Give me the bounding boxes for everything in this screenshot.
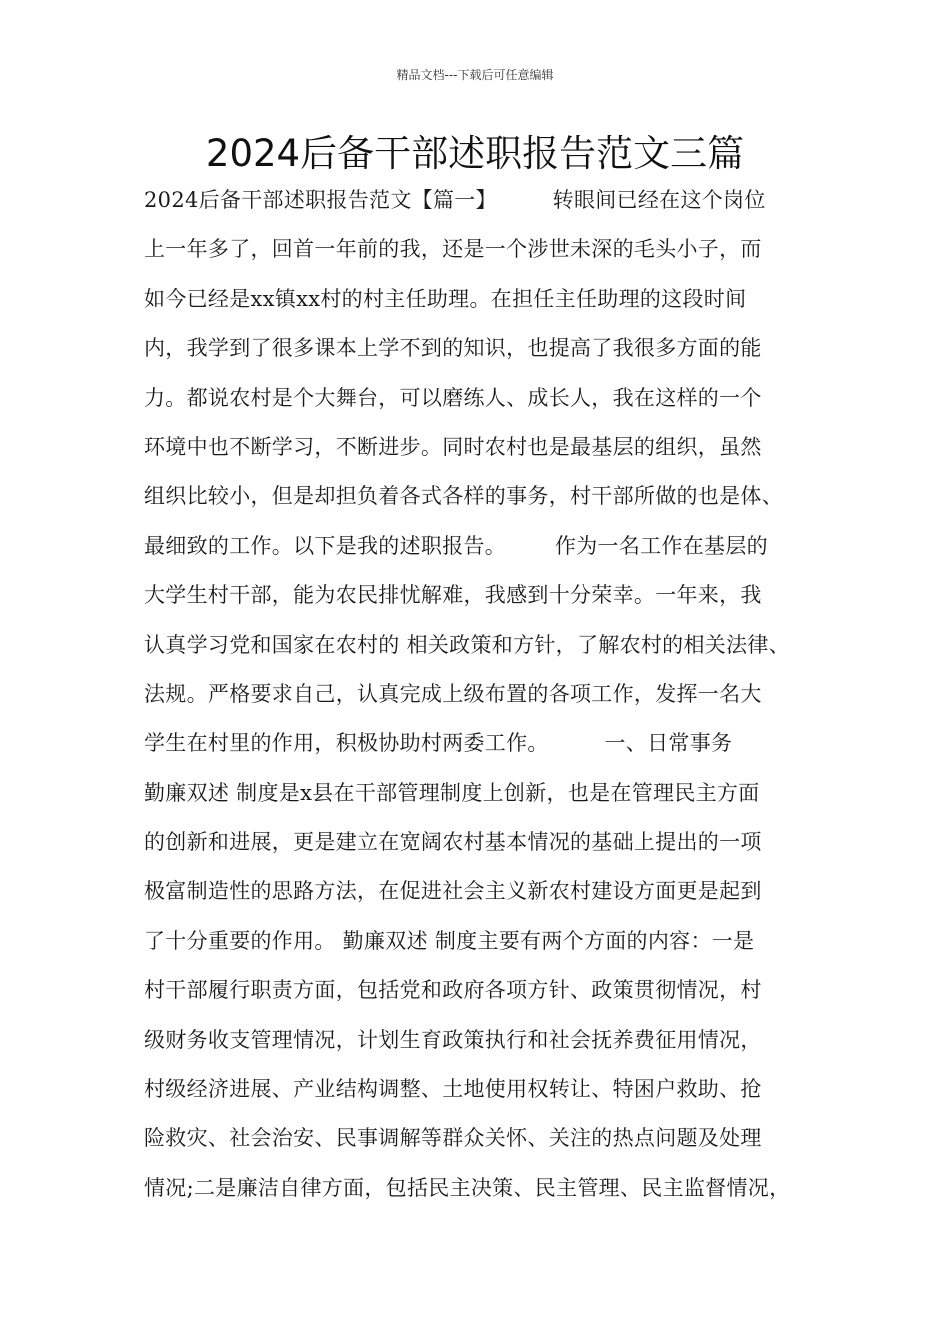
text-line: 最细致的工作。以下是我的述职报告。 作为一名工作在基层的	[144, 533, 768, 558]
text-line: 险救灾、社会治安、民事调解等群众关怀、关注的热点问题及处理	[144, 1126, 762, 1151]
text-line: 组织比较小，但是却担负着各式各样的事务，村干部所做的也是体、	[144, 484, 783, 509]
text-line: 如今已经是xx镇xx村的村主任助理。在担任主任助理的这段时间	[144, 286, 747, 311]
body-text	[144, 183, 824, 1220]
document-title: 2024后备干部述职报告范文三篇	[205, 132, 745, 175]
text-line: 的创新和进展，更是建立在宽阔农村基本情况的基础上提出的一项	[144, 830, 762, 855]
text-line: 法规。严格要求自己，认真完成上级布置的各项工作，发挥一名大	[144, 681, 762, 706]
text-line: 认真学习党和国家在农村的 相关政策和方针，了解农村的相关法律、	[144, 632, 790, 657]
text-line: 极富制造性的思路方法，在促进社会主义新农村建设方面更是起到	[144, 879, 762, 904]
text-line: 上一年多了，回首一年前的我，还是一个涉世未深的毛头小子，而	[144, 237, 762, 262]
text-line: 力。都说农村是个大舞台，可以磨练人、成长人，我在这样的一个	[144, 385, 762, 410]
text-line: 村级经济进展、产业结构调整、土地使用权转让、特困户救助、抢	[144, 1077, 762, 1102]
text-line: 村干部履行职责方面，包括党和政府各项方针、政策贯彻情况，村	[144, 978, 762, 1003]
text-line: 环境中也不断学习，不断进步。同时农村也是最基层的组织，虽然	[144, 434, 762, 459]
text-line: 勤廉双述 制度是x县在干部管理制度上创新，也是在管理民主方面	[144, 780, 760, 805]
text-line: 学生在村里的作用，积极协助村两委工作。 一、日常事务	[144, 731, 733, 756]
text-line: 大学生村干部，能为农民排忧解难，我感到十分荣幸。一年来，我	[144, 583, 762, 608]
header-note: 精品文档---下载后可任意编辑	[396, 68, 554, 82]
text-line: 了十分重要的作用。 勤廉双述 制度主要有两个方面的内容：一是	[144, 928, 755, 953]
text-line: 2024后备干部述职报告范文【篇一】 转眼间已经在这个岗位	[144, 188, 766, 212]
text-line: 级财务收支管理情况，计划生育政策执行和社会抚养费征用情况，	[144, 1027, 762, 1052]
text-line: 情况;二是廉洁自律方面，包括民主决策、民主管理、民主监督情况，	[144, 1175, 791, 1200]
text-line: 内，我学到了很多课本上学不到的知识，也提高了我很多方面的能	[144, 336, 762, 361]
